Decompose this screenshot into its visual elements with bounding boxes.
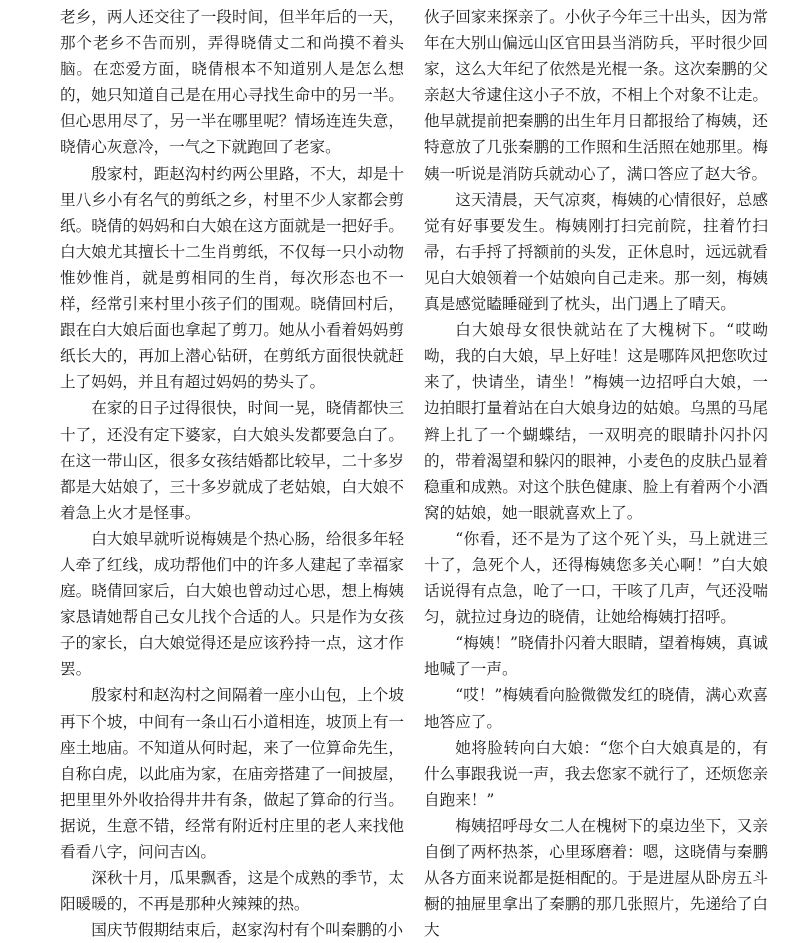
paragraph: 梅姨招呼母女二人在槐树下的桌边坐下，又亲自倒了两杯热茶，心里琢磨着：嗯，这晓倩与秦鹏从各方面来说都是挺相配的。于是进屋从卧房五斗橱的抽屉里拿出了秦鹏的那几张照片，先递给了白大	[424, 816, 768, 940]
paragraph: 老乡，两人还交往了一段时间，但半年后的一天，那个老乡不告而别，弄得晓倩丈二和尚摸不着头脑。在恋爱方面，晓倩根本不知道别人是怎么想的，她只知道自己是在用心寻找生命中的另一半。但心思用尽了，另一半在哪里呢？情场连连失意，晓倩心灰意冷，一气之下就跑回了老家。	[60, 8, 404, 157]
paragraph: 白大娘早就听说梅姨是个热心肠，给很多年轻人牵了红线，成功帮他们中的许多人建起了幸福家庭。晓倩回家后，白大娘也曾动过心思，想上梅姨家恳请她帮自己女儿找个合适的人。只是作为女孩子的家长，白大娘觉得还是应该矜持一点，这才作罢。	[60, 529, 404, 679]
left-column	[60, 4, 404, 940]
paragraph: 白大娘母女很快就站在了大槐树下。“哎呦呦，我的白大娘，早上好哇！这是哪阵风把您吹过来了，快请坐，请坐！”梅姨一边招呼白大娘，一边拍眼打量着站在白大娘身边的姑娘。乌黑的马尾辫上扎了一个蝴蝶结，一双明亮的眼睛扑闪扑闪的，带着渴望和躲闪的眼神，小麦色的皮肤凸显着稳重和成熟。对这个肤色健康、脸上有着两个小酒窝的姑娘，她一眼就喜欢上了。	[424, 321, 768, 522]
paragraph: 她将脸转向白大娘：“您个白大娘真是的，有什么事跟我说一声，我去您家不就行了，还烦您亲自跑来！”	[424, 738, 768, 809]
right-column	[424, 4, 768, 940]
paragraph: 在家的日子过得很快，时间一晃，晓倩都快三十了，还没有定下婆家，白大娘头发都要急白了。在这一带山区，很多女孩结婚都比较早，二十多岁都是大姑娘了，三十多岁就成了老姑娘，白大娘不着急上火才是怪事。	[60, 399, 404, 522]
paragraph: “你看，还不是为了这个死丫头，马上就进三十了，急死个人，还得梅姨您多关心啊！”白大娘话说得有点急，呛了一口，干咳了几声，气还没喘匀，就拉过身边的晓倩，让她给梅姨打招呼。	[424, 529, 768, 627]
paragraph: “梅姨！”晓倩扑闪着大眼睛，望着梅姨，真诚地喊了一声。	[424, 634, 768, 679]
paragraph: 这天清晨，天气凉爽，梅姨的心情很好，总感觉有好事要发生。梅姨刚打扫完前院，拄着竹扫帚，右手捋了捋额前的头发，正休息时，远远就看见白大娘领着一个姑娘向自己走来。那一刻，梅姨真是感觉瞌睡碰到了枕头，出门遇上了晴天。	[424, 190, 768, 314]
paragraph: 伙子回家来探亲了。小伙子今年三十出头，因为常年在大别山偏远山区官田县当消防兵，平时很少回家，这么大年纪了依然是光棍一条。这次秦鹏的父亲赵大爷逮住这小子不放，不相上个对象不让走。他早就提前把秦鹏的出生年月日都报给了梅姨，还特意放了几张秦鹏的工作照和生活照在她那里。梅姨一听说是消防兵就动心了，满口答应了赵大爷。	[424, 8, 768, 183]
paragraph: 殷家村和赵沟村之间隔着一座小山包，上个坡再下个坡，中间有一条山石小道相连，坡顶上有一座土地庙。不知道从何时起，来了一位算命先生，自称白虎，以此庙为家，在庙旁搭建了一间披屋，把里里外外收拾得井井有条，做起了算命的行当。据说，生意不错，经常有附近村庄里的老人来找他看看八字，问问吉凶。	[60, 686, 404, 861]
paragraph: “哎！”梅姨看向脸微微发红的晓倩，满心欢喜地答应了。	[424, 686, 768, 731]
paragraph: 国庆节假期结束后，赵家沟村有个叫秦鹏的小	[91, 921, 404, 940]
paragraph: 殷家村，距赵沟村约两公里路，不大，却是十里八乡小有名气的剪纸之乡，村里不少人家都会剪纸。晓倩的妈妈和白大娘在这方面就是一把好手。白大娘尤其擅长十二生肖剪纸，不仅每一只小动物惟妙惟肖，就是剪相同的生肖，每次形态也不一样，经常引来村里小孩子们的围观。晓倩回村后，跟在白大娘后面也拿起了剪刀。她从小看着妈妈剪纸长大的，再加上潜心钻研，在剪纸方面很快就赶上了妈妈，并且有超过妈妈的势头了。	[60, 164, 404, 392]
paragraph: 深秋十月，瓜果飘香，这是个成熟的季节，太阳暖暖的，不再是那种火辣辣的热。	[60, 869, 404, 914]
